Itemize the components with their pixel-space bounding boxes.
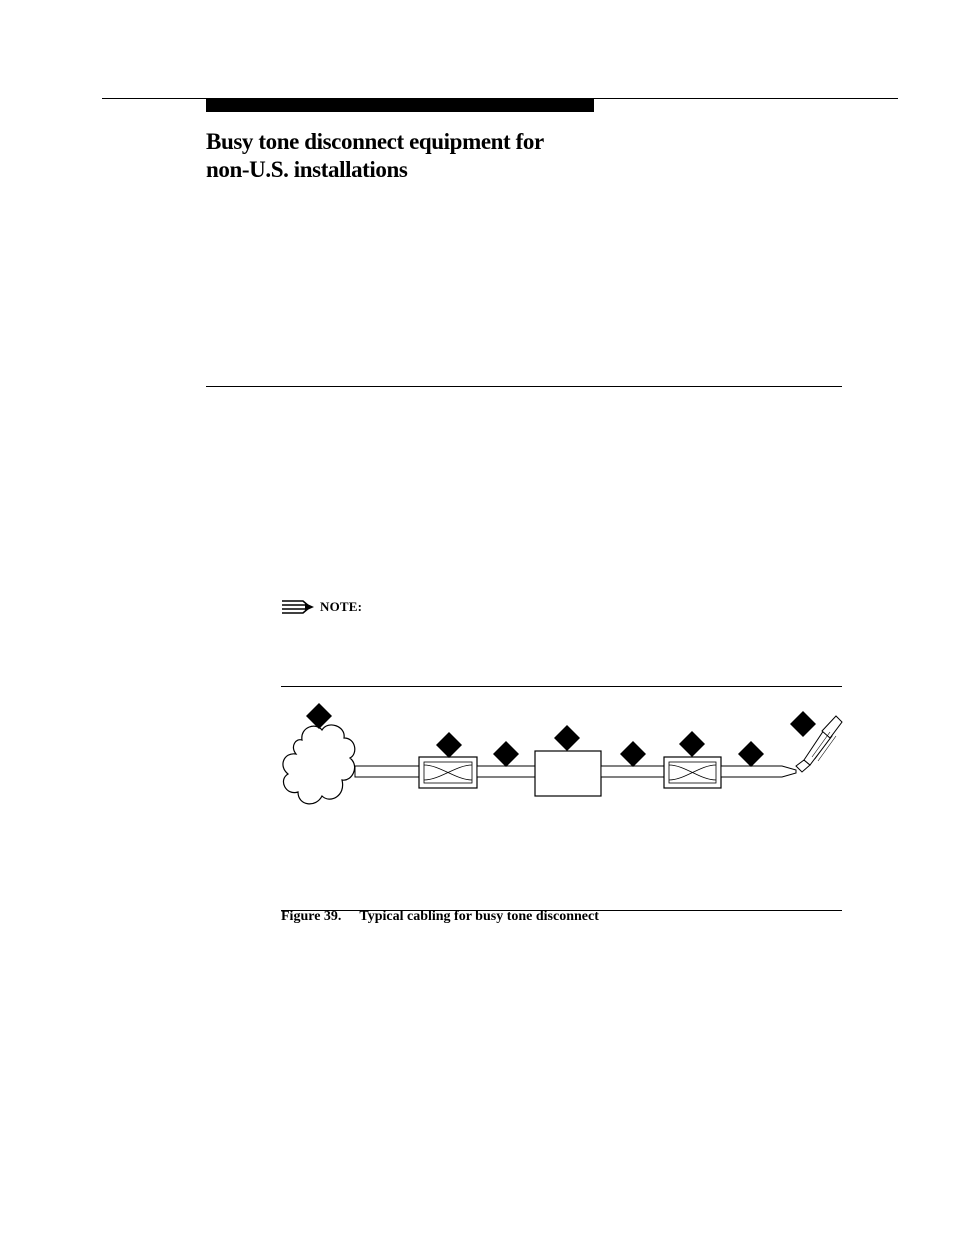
cable-segment — [601, 766, 664, 777]
note-label: NOTE: — [320, 599, 363, 614]
callout-diamond — [620, 741, 646, 767]
note-pointer-icon — [281, 599, 317, 615]
note-callout — [281, 597, 362, 617]
cable-segment — [721, 766, 796, 777]
figure-caption-text: Typical cabling for busy tone disconnect — [359, 909, 599, 924]
page-title — [206, 128, 626, 184]
network-cloud — [283, 725, 355, 804]
callout-diamond — [738, 741, 764, 767]
callout-diamond — [436, 732, 462, 758]
section-divider — [206, 386, 842, 387]
figure-number: Figure 39. — [281, 909, 342, 924]
equipment-box — [535, 751, 601, 796]
page-title-line-1: Busy tone disconnect equipment for — [206, 129, 544, 154]
page-title-line-2: non-U.S. installations — [206, 157, 408, 182]
callout-diamond — [493, 741, 519, 767]
section-bar — [206, 99, 594, 112]
figure-top-rule — [281, 686, 842, 687]
figure-caption — [281, 909, 599, 925]
callout-diamond — [790, 711, 816, 737]
cable-segment — [355, 766, 419, 777]
cabling-diagram — [270, 695, 850, 815]
cable-segment — [477, 766, 535, 777]
callout-diamond — [554, 725, 580, 751]
callout-diamond — [679, 731, 705, 757]
